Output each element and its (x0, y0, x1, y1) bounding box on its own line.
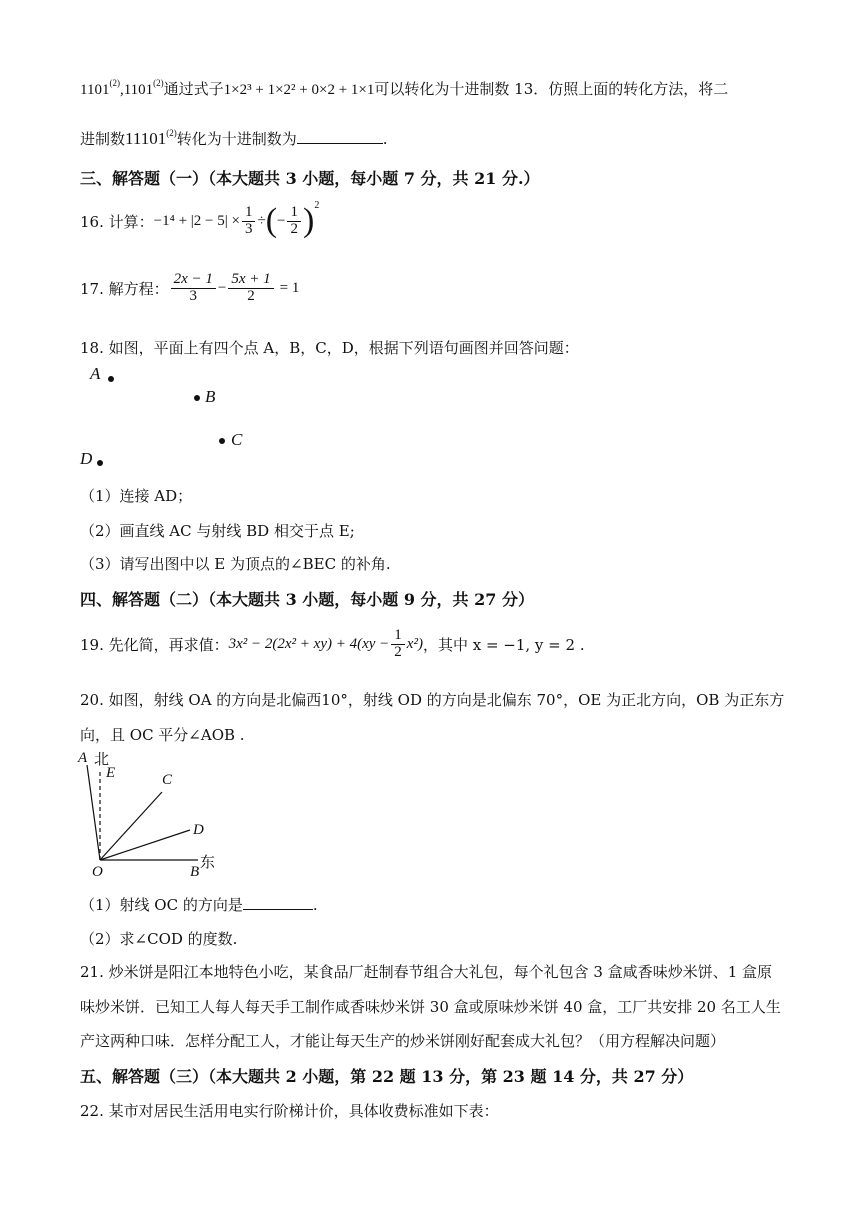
label-north: 北 (94, 750, 110, 768)
question-21-line-3: 产这两种口味．怎样分配工人，才能让每天生产的炒米饼刚好配套成大礼包？（用方程解决问题） (80, 1032, 726, 1050)
label-a: A (78, 750, 88, 766)
section-heading-4: 四、解答题（二）（本大题共 3 小题，每小题 9 分，共 27 分） (80, 590, 534, 609)
point-a (108, 376, 114, 382)
q16-fraction-1-2: $\frac{1}{2}$ (287, 205, 301, 238)
question-20-line-1: 20. 如图，射线 OA 的方向是北偏西10°，射线 OD 的方向是北偏东 70°，OE 为正北方向，OB 为正东方 (80, 691, 785, 709)
label-d: D (193, 822, 204, 838)
question-18: 18. 如图，平面上有四个点 A，B，C，D，根据下列语句画图并回答问题： (80, 339, 579, 357)
q16-expression: −1⁴ + |2 − 5| × (153, 212, 240, 229)
point-c (219, 438, 225, 444)
point-a-label: A (90, 364, 101, 383)
ray-oa (87, 765, 100, 860)
question-17: 17. 解方程： $\frac{2x - 1}{3}$ − $\frac{5x + 1}{2}$ = 1 (80, 271, 300, 304)
intro-line-2: 进制数11101$^{(2)}$转化为十进制数为 . (80, 128, 388, 148)
q16-fraction-1-3: $\frac{1}{3}$ (242, 205, 256, 238)
label-b: B (190, 864, 200, 880)
q17-fraction-2: $\frac{5x + 1}{2}$ (228, 272, 273, 305)
label-east: 东 (200, 853, 216, 871)
point-b (194, 395, 200, 401)
section-heading-5: 五、解答题（三）（本大题共 2 小题，第 22 题 13 分，第 23 题 14 分，共 27 分） (80, 1067, 694, 1086)
answer-blank[interactable] (297, 129, 383, 144)
label-o: O (92, 864, 103, 880)
label-c: C (162, 772, 173, 788)
question-19: 19. 先化简，再求值： 3x² − 2(2x² + xy) + 4(xy − $\frac{1}{2}$ x²) ，其中 x = −1, y = 2 . (80, 627, 585, 660)
q20-answer-blank[interactable] (243, 895, 313, 910)
expansion-expression: 1×2³ + 1×2² + 0×2 + 1×1 (223, 82, 375, 98)
q19-fraction-1-2: $\frac{1}{2}$ (391, 628, 405, 661)
binary-1101-b: ,1101 (119, 82, 154, 98)
question-20-line-2: 向，且 OC 平分∠AOB . (80, 726, 245, 744)
label-e: E (106, 765, 116, 781)
question-21-line-2: 味炒米饼．已知工人每人每天手工制作咸香味炒米饼 30 盒或原味炒米饼 40 盒，工厂共安排 20 名工人生 (80, 998, 781, 1016)
point-d-label: D (80, 449, 93, 468)
question-21-line-1: 21. 炒米饼是阳江本地特色小吃，某食品厂赶制春节组合大礼包，每个礼包含 3 盒咸香味炒米饼、1 盒原 (80, 963, 773, 981)
question-16: 16. 计算： −1⁴ + |2 − 5| × $\frac{1}{3}$ ÷ ( − $\frac{1}{2}$ ) $^2$ (80, 199, 320, 239)
point-b-label: B (205, 387, 216, 406)
ray-od (100, 830, 190, 860)
intro-line-1: 1101$^{(2)}$,1101$^{(2)}$通过式子1×2³ + 1×2² + 0×2 + 1×1可以转化为十进制数 13．仿照上面的转化方法，将二 (80, 78, 729, 98)
question-22: 22. 某市对居民生活用电实行阶梯计价，具体收费标准如下表： (80, 1102, 499, 1120)
ray-oc (100, 792, 162, 860)
q18-part-3: （3）请写出图中以 E 为顶点的∠BEC 的补角. (80, 555, 391, 573)
point-d (97, 460, 103, 466)
section-heading-3: 三、解答题（一）（本大题共 3 小题，每小题 7 分，共 21 分.） (80, 169, 540, 188)
q20-part-1: （1）射线 OC 的方向是 . (80, 896, 318, 914)
q17-fraction-1: $\frac{2x - 1}{3}$ (171, 272, 216, 305)
point-c-label: C (231, 430, 243, 449)
q18-part-1: （1）连接 AD； (80, 487, 193, 505)
q20-part-2: （2）求∠COD 的度数. (80, 930, 238, 948)
q18-part-2: （2）画直线 AC 与射线 BD 相交于点 E; (80, 522, 355, 540)
binary-1101-a: 1101 (80, 82, 110, 98)
